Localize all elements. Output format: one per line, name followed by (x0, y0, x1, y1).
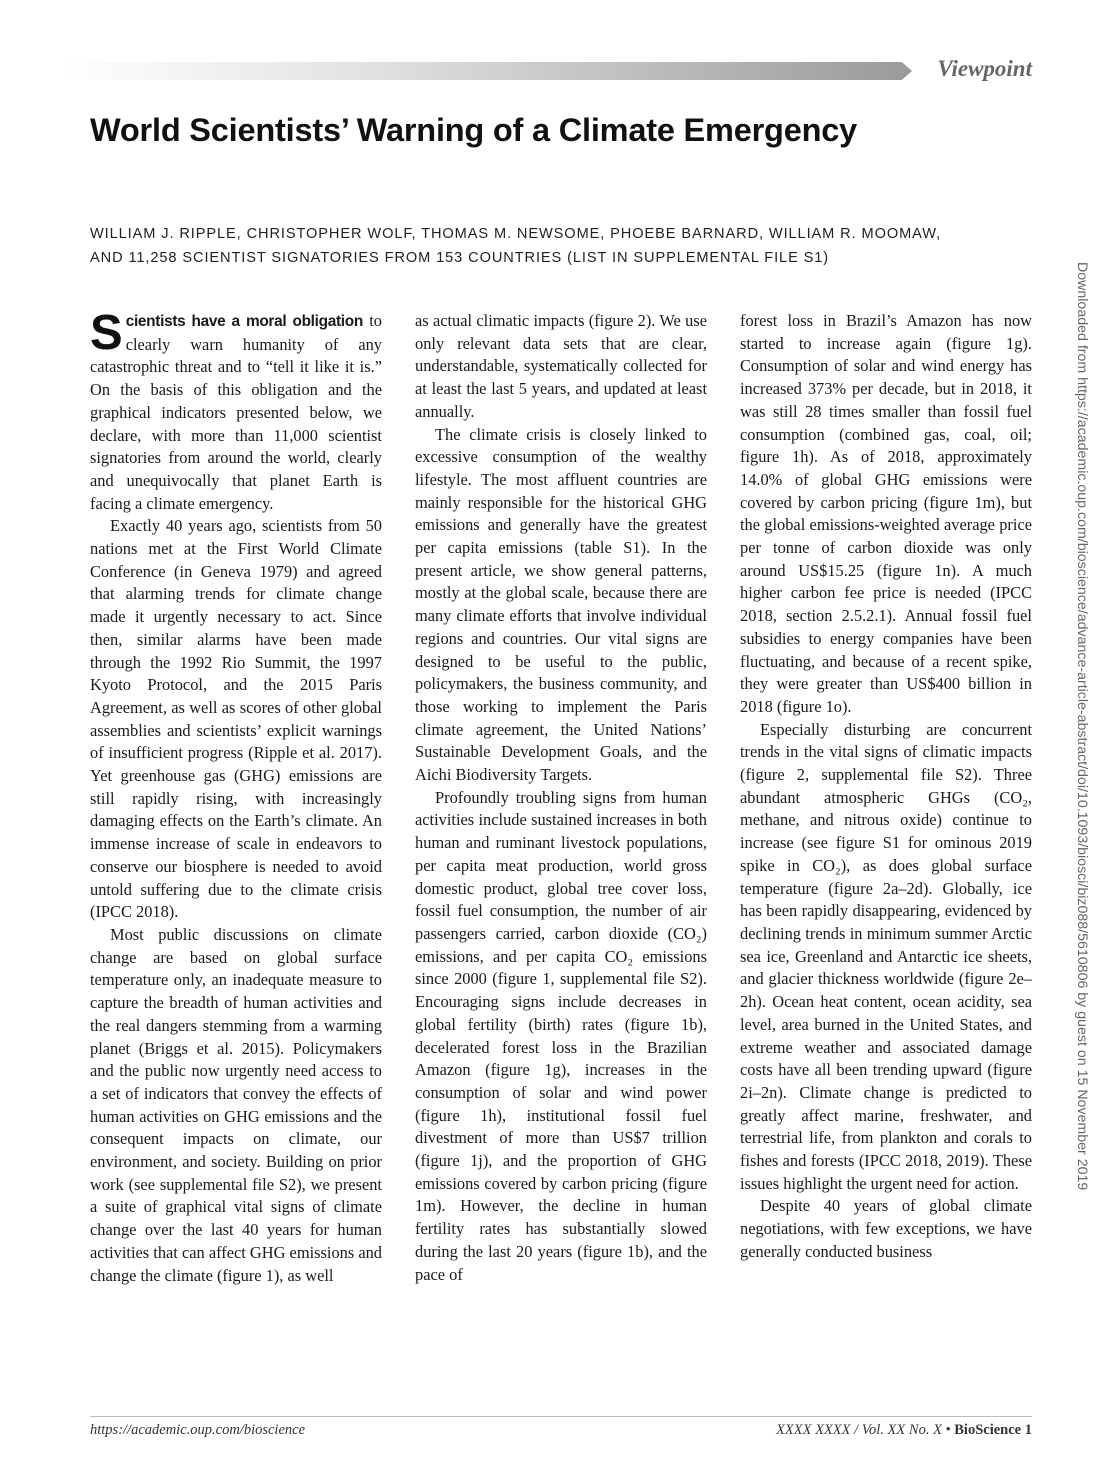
text-column-3 (740, 310, 1032, 1264)
footer-rule (90, 1416, 1032, 1417)
paragraph: forest loss in Brazil’s Amazon has now started to increase again (figure 1g). Consumption of solar and wind energy has increased 373% per decade, but in 2018, it was still 28 times smaller than fossil fuel consumption (combined gas, coal, oil; figure 1h). As of 2018, approximately 14.0% of global GHG emissions were covered by carbon pricing (figure 1m), but the global emissions-weighted average price per tonne of carbon dioxide was only around US$15.25 (figure 1n). A much higher carbon fee price is needed (IPCC 2018, section 2.5.2.1). Annual fossil fuel subsidies to energy companies have been fluctuating, and because of a recent spike, they were greater than US$400 billion in 2018 (figure 1o). (740, 311, 1032, 716)
author-line-1: WILLIAM J. RIPPLE, CHRISTOPHER WOLF, THOMAS M. NEWSOME, PHOEBE BARNARD, WILLIAM R. MOOMAW, (90, 226, 942, 242)
text-column-1 (90, 306, 382, 1287)
paragraph: Despite 40 years of global climate negotiations, with few exceptions, we have generally conducted business (740, 1196, 1032, 1261)
article-body (90, 306, 1036, 1390)
author-list (90, 222, 1040, 270)
separator: • (941, 1422, 955, 1438)
journal-name: BioScience (954, 1422, 1022, 1438)
download-note: Downloaded from https://academic.oup.com/bioscience/advance-article-abstract/doi/10.1093/biosci/biz088/5610806 by guest on 15 November 2019 (1074, 262, 1090, 1191)
paragraph: Profoundly troubling signs from human activities include sustained increases in both human and ruminant livestock populations, per capita meat production, world gross domestic product, global tree cover loss, fossil fuel consumption, the number of air passengers carried, carbon dioxide (CO₂) emissions, and per capita CO₂ emissions since 2000 (figure 1, supplemental file S2). Encouraging signs include decreases in global fertility (birth) rates (figure 1b), decelerated forest loss in the Brazilian Amazon (figure 1g), increases in the consumption of solar and wind power (figure 1h), institutional fossil fuel divestment of more than US$7 trillion (figure 1j), and the proportion of GHG emissions covered by carbon pricing (figure 1m). However, the decline in human fertility rates has substantially slowed during the last 20 years (figure 1b), and the pace of (415, 787, 707, 1284)
section-label: Viewpoint (937, 56, 1032, 81)
paragraph: as actual climatic impacts (figure 2). We use only relevant data sets that are clear, understandable, systematically collected for at least the last 5 years, and updated at least annually. (415, 311, 707, 421)
article-title: World Scientists’ Warning of a Climate Emergency (90, 112, 857, 148)
paragraph: The climate crisis is closely linked to excessive consumption of the wealthy lifestyle. The most affluent countries are mainly responsible for the historical GHG emissions and generally have the greatest per capita emissions (table S1). In the present article, we show general patterns, mostly at the global scale, because there are many climate efforts that involve individual regions and countries. Our vital signs are designed to be useful to the public, policymakers, the business community, and those working to implement the Paris climate agreement, the United Nations’ Sustainable Development Goals, and the Aichi Biodiversity Targets. (415, 424, 707, 785)
footer-url-link[interactable]: https://academic.oup.com/bioscience (90, 1422, 306, 1438)
paragraph: Exactly 40 years ago, scientists from 50 nations met at the First World Climate Conference (in Geneva 1979) and agreed that alarming trends for climate change made it urgently necessary to act. Since then, similar alarms have been made through the 1992 Rio Summit, the 1997 Kyoto Protocol, and the 2015 Paris Agreement, as well as scores of other global assemblies and scientists’ explicit warnings of insufficient progress (Ripple et al. 2017). Yet greenhouse gas (GHG) emissions are still rapidly rising, with increasingly damaging effects on the Earth’s climate. An immense increase of scale in endeavors to conserve our biosphere is needed to avoid untold suffering due to the climate crisis (IPCC 2018). (90, 516, 382, 922)
paragraph: Most public discussions on climate change are based on global surface temperature only, an inadequate measure to capture the breadth of human activities and the real dangers stemming from a warming planet (Briggs et al. 2015). Policymakers and the public now urgently need access to a set of indicators that convey the effects of human activities on GHG emissions and the consequent impacts on climate, our environment, and society. Building on prior work (see supplemental file S2), we present a suite of graphical vital signs of climate change over the last 40 years for human activities that can affect GHG emissions and change the climate (figure 1), as well (90, 924, 382, 1285)
text-column-2 (415, 310, 707, 1286)
volume-info: XXXX XXXX / Vol. XX No. X (776, 1422, 942, 1438)
paragraph: Scientists have a moral obligation to clearly warn humanity of any catastrophic threat and to “tell it like it is.” On the basis of this obligation and the graphical indicators presented below, we declare, with more than 11,000 scientist signatories from around the world, clearly and unequivocally that planet Earth is facing a climate emergency. (90, 306, 382, 513)
footer-citation (776, 1422, 1032, 1439)
page-number: 1 (1024, 1422, 1032, 1438)
drop-cap: S (90, 306, 123, 360)
lead-in: cientists have a moral obligation (125, 313, 363, 330)
header-gradient-bar (60, 62, 912, 80)
author-line-2: AND 11,258 SCIENTIST SIGNATORIES FROM 153 COUNTRIES (LIST IN SUPPLEMENTAL FILE S1) (90, 250, 830, 266)
paragraph: Especially disturbing are concurrent trends in the vital signs of climatic impacts (figure 2, supplemental file S2). Three abundant atmospheric GHGs (CO₂, methane, and nitrous oxide) continue to increase (see figure S1 for ominous 2019 spike in CO₂), as does global surface temperature (figure 2a–2d). Globally, ice has been rapidly disappearing, evidenced by declining trends in minimum summer Arctic sea ice, Greenland and Antarctic ice sheets, and glacier thickness worldwide (figure 2e–2h). Ocean heat content, ocean acidity, sea level, area burned in the United States, and extreme weather and associated damage costs have all been trending upward (figure 2i–2n). Climate change is predicted to greatly affect marine, freshwater, and terrestrial life, from plankton and corals to fishes and forests (IPCC 2018, 2019). These issues highlight the urgent need for action. (740, 719, 1032, 1193)
